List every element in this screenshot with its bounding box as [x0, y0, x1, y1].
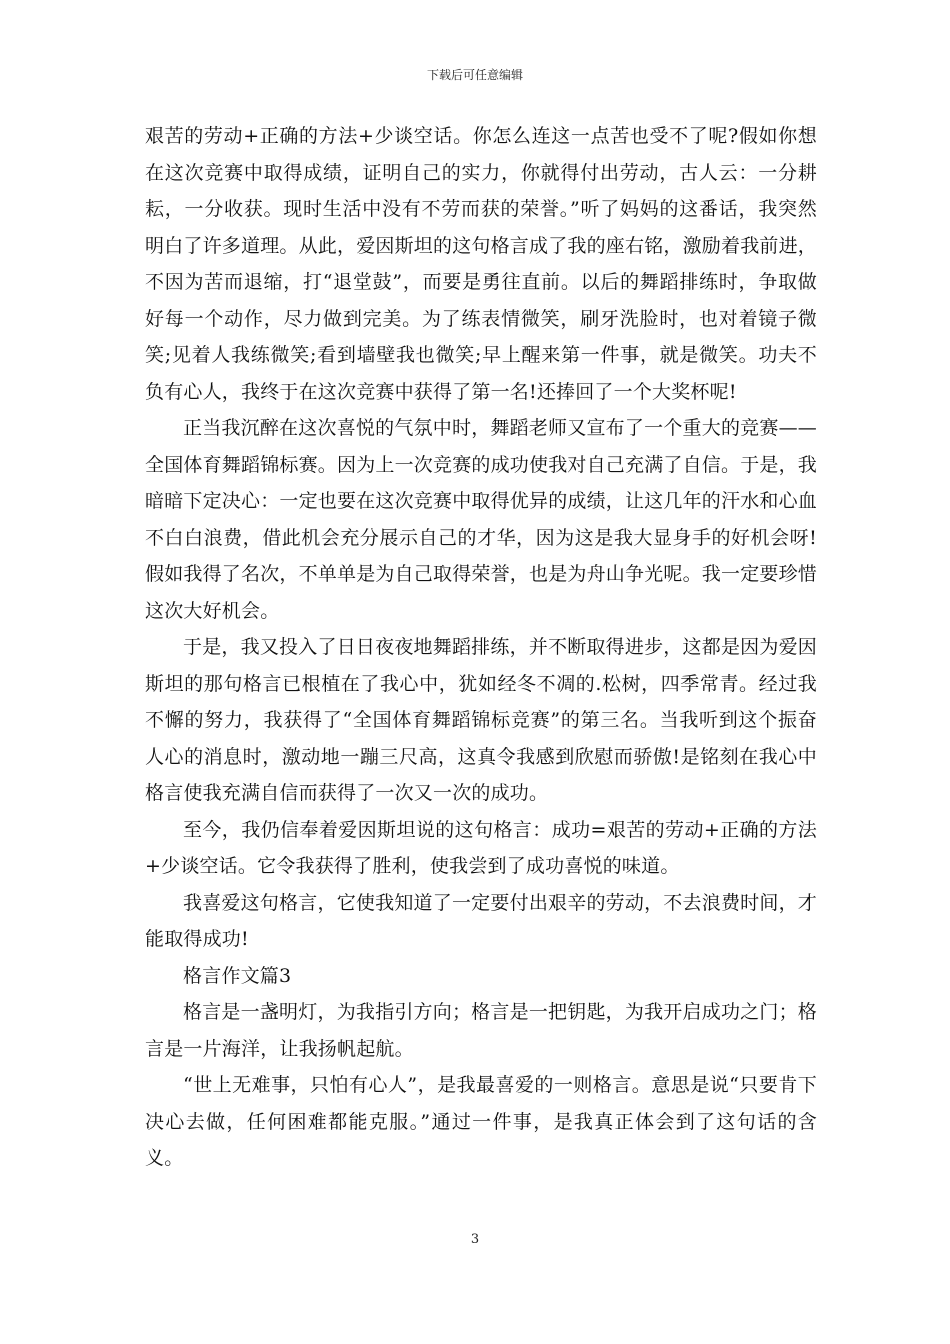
paragraph-3: 于是，我又投入了日日夜夜地舞蹈排练，并不断取得进步，这都是因为爱因斯坦的那句格言已根植在了我心中，犹如经冬不凋的.松树，四季常青。经过我不懈的努力，我获得了“全国体育舞蹈锦标竞赛”的第三名。当我听到这个振奋人心的消息时，激动地一蹦三尺高，这真令我感到欣慰而骄傲!是铭刻在我心中格言使我充满自信而获得了一次又一次的成功。 [145, 636, 817, 804]
section-heading: 格言作文篇3 [183, 964, 292, 987]
page-header: 下载后可任意编辑 [426, 68, 523, 82]
paragraph-1: 艰苦的劳动+正确的方法+少谈空话。你怎么连这一点苦也受不了呢?假如你想在这次竞赛中取得成绩，证明自己的实力，你就得付出劳动，古人云：一分耕耘，一分收获。现时生活中没有不劳而获的荣誉。”听了妈妈的这番话，我突然明白了许多道理。从此，爱因斯坦的这句格言成了我的座右铭，激励着我前进，不因为苦而退缩，打“退堂鼓”，而要是勇往直前。以后的舞蹈排练时，争取做好每一个动作，尽力做到完美。为了练表情微笑，刷牙洗脸时，也对着镜子微笑;见着人我练微笑;看到墙壁我也微笑;早上醒来第一件事，就是微笑。功夫不负有心人，我终于在这次竞赛中获得了第一名!还捧回了一个大奖杯呢! [145, 125, 818, 403]
paragraph-7: “世上无难事，只怕有心人”，是我最喜爱的一则格言。意思是说“只要肯下决心去做，任何困难都能克服。”通过一件事，是我真正体会到了这句话的含义。 [145, 1074, 817, 1169]
paragraph-5: 我喜爱这句格言，它使我知道了一定要付出艰辛的劳动，不去浪费时间，才能取得成功! [145, 891, 817, 950]
paragraph-4: 至今，我仍信奉着爱因斯坦说的这句格言：成功=艰苦的劳动+正确的方法+少谈空话。它令我获得了胜利，使我尝到了成功喜悦的味道。 [145, 818, 817, 877]
document-body [145, 118, 817, 1177]
paragraph-6: 格言是一盏明灯，为我指引方向；格言是一把钥匙，为我开启成功之门；格言是一片海洋，让我扬帆起航。 [145, 1001, 817, 1060]
paragraph-2: 正当我沉醉在这次喜悦的气氛中时，舞蹈老师又宣布了一个重大的竞赛——全国体育舞蹈锦标赛。因为上一次竞赛的成功使我对自己充满了自信。于是，我暗暗下定决心：一定也要在这次竞赛中取得优异的成绩，让这几年的汗水和心血不白白浪费，借此机会充分展示自己的才华，因为这是我大显身手的好机会呀!假如我得了名次，不单单是为自己取得荣誉，也是为舟山争光呢。我一定要珍惜这次大好机会。 [145, 417, 818, 622]
page-number: 3 [470, 1232, 480, 1247]
